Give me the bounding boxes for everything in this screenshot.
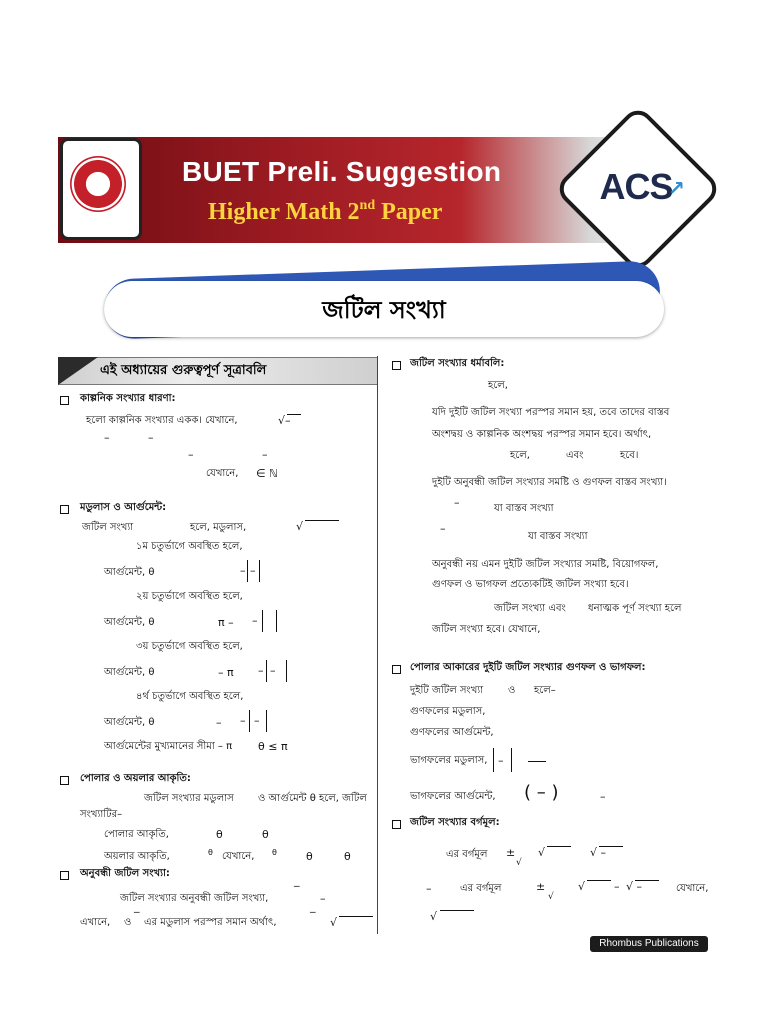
theta-superscript: θ xyxy=(208,848,213,857)
minus-sign: – xyxy=(104,431,110,444)
abs-bar xyxy=(511,748,512,772)
subtitle-superscript: nd xyxy=(359,198,376,213)
properties-line-10b: ধনাত্মক পূর্ণ সংখ্যা হলে xyxy=(588,603,682,614)
theta-superscript: θ xyxy=(272,848,277,857)
sqrt-bar xyxy=(635,880,659,881)
polar-ops-line-1b: ও xyxy=(508,685,516,696)
minus-sign: – xyxy=(252,614,258,627)
sqrt-bar xyxy=(287,414,301,415)
checkbox-bullet-icon xyxy=(392,665,401,674)
minus-sign: – xyxy=(320,892,326,905)
properties-line-6: যা বাস্তব সংখ্যা xyxy=(494,503,554,514)
sqrt-line-2: এর বর্গমূল xyxy=(460,883,502,894)
polar-line-2: সংখ্যাটির– xyxy=(80,809,123,820)
abs-bar xyxy=(266,660,267,682)
theta-symbol: θ xyxy=(306,850,313,863)
minus-sign: – xyxy=(440,522,446,535)
minus-sign: – xyxy=(498,754,504,767)
properties-line-4c: হবে। xyxy=(620,450,639,461)
properties-line-3: অংশদ্বয় ও কাল্পনিক অংশদ্বয় পরস্পর সমান হবে। অর্থাৎ, xyxy=(432,429,652,440)
polar-line-1: জটিল সংখ্যার মডুলাস xyxy=(144,793,234,804)
subtitle-main: Higher Math 2 xyxy=(208,199,360,225)
natural-set-symbol: ∈ ℕ xyxy=(256,467,278,480)
principal-range-text: আর্গুমেন্টের মুখ্যমানের সীমা – π xyxy=(104,741,233,752)
quadrant-4-text: ৪র্থ চতুর্ভাগে অবস্থিত হলে, xyxy=(136,691,244,702)
checkbox-bullet-icon xyxy=(392,361,401,370)
minus-sign: – xyxy=(600,790,606,803)
euler-form-label: অয়লার আকৃতি, xyxy=(104,851,170,862)
plus-minus-sign: ± xyxy=(506,846,516,859)
polar-ops-heading: পোলার আকারের দুইটি জটিল সংখ্যার গুণফল ও ভাগফল: xyxy=(410,662,646,673)
sqrt-icon: √ xyxy=(548,892,554,902)
properties-line-11: জটিল সংখ্যা হবে। যেখানে, xyxy=(432,624,541,635)
overbar-sign: ‾ xyxy=(294,884,300,897)
quadrant-4-expression: – xyxy=(216,716,222,729)
conjugate-line-2c: এর মডুলাস পরস্পর সমান অর্থাৎ, xyxy=(144,917,277,928)
polar-ops-line-1a: দুইটি জটিল সংখ্যা xyxy=(410,685,484,696)
sqrt-icon: √ xyxy=(330,916,338,929)
column-divider xyxy=(377,356,378,934)
checkbox-bullet-icon xyxy=(60,505,69,514)
properties-heading: জটিল সংখ্যার ধর্মাবলি: xyxy=(410,358,505,369)
sqrt-icon: √ xyxy=(538,846,546,859)
sqrt-line-1: এর বর্গমূল xyxy=(446,849,488,860)
sqrt-icon: √ – xyxy=(590,846,607,859)
minus-sign: – xyxy=(240,714,246,727)
abs-bar xyxy=(276,610,277,632)
sqrt-icon: √ xyxy=(296,520,304,533)
properties-line-8: অনুবন্ধী নয় এমন দুইটি জটিল সংখ্যার সমষ্টি, বিয়োগফল, xyxy=(432,559,659,570)
imaginary-line: হলো কাল্পনিক সংখ্যার একক। যেখানে, xyxy=(86,415,238,426)
minus-sign: – xyxy=(614,880,620,893)
minus-sign: – xyxy=(240,564,246,577)
polar-ops-line-1c: হলে– xyxy=(534,685,556,696)
fraction-bar xyxy=(528,761,546,762)
publisher-badge: Rhombus Publications xyxy=(590,936,708,952)
conjugate-line-1: জটিল সংখ্যার অনুবন্ধী জটিল সংখ্যা, xyxy=(120,893,269,904)
conjugate-heading: অনুবন্ধী জটিল সংখ্যা: xyxy=(80,868,170,879)
argument-label: আর্গুমেন্ট, θ xyxy=(104,717,155,728)
modulus-line-b: হলে, মডুলাস, xyxy=(190,522,247,533)
abs-bar xyxy=(247,560,248,582)
principal-range-tail: θ ≤ π xyxy=(258,740,288,753)
brand-logo: ACS xyxy=(599,166,673,207)
abs-bar xyxy=(493,748,494,772)
subtitle-tail: Paper xyxy=(375,199,443,225)
modulus-line-a: জটিল সংখ্যা xyxy=(82,522,134,533)
trending-up-arrow-icon: ↗ xyxy=(668,176,685,200)
checkbox-bullet-icon xyxy=(60,776,69,785)
polar-line-1b: ও আর্গুমেন্ট θ হলে, জটিল xyxy=(258,793,367,804)
abs-bar xyxy=(262,610,263,632)
sqrt-icon: √ xyxy=(578,880,586,893)
checkbox-bullet-icon xyxy=(60,396,69,405)
banner-title: BUET Preli. Suggestion xyxy=(182,156,502,187)
argument-label: আর্গুমেন্ট, θ xyxy=(104,567,155,578)
overbar-sign: ‾ xyxy=(134,910,140,923)
minus-sign: – xyxy=(250,564,256,577)
quadrant-2-text: ২য় চতুর্ভাগে অবস্থিত হলে, xyxy=(136,591,243,602)
properties-line-10a: জটিল সংখ্যা এবং xyxy=(494,603,566,614)
polar-heading: পোলার ও অয়লার আকৃতি: xyxy=(80,773,191,784)
banner-subtitle xyxy=(208,198,442,226)
properties-line-7: যা বাস্তব সংখ্যা xyxy=(528,531,588,542)
minus-sign: – xyxy=(454,496,460,509)
sqrt-bar xyxy=(440,910,474,911)
checkbox-bullet-icon xyxy=(392,820,401,829)
quadrant-1-text: ১ম চতুর্ভাগে অবস্থিত হলে, xyxy=(136,541,243,552)
chapter-title: জটিল সংখ্যা xyxy=(322,296,446,324)
abs-bar xyxy=(259,560,260,582)
where-text: যেখানে, xyxy=(206,468,239,479)
abs-bar xyxy=(249,710,250,732)
bracket-expression: ( – ) xyxy=(524,782,559,803)
minus-sign: – xyxy=(426,882,432,895)
quadrant-2-expression: π – xyxy=(218,616,234,629)
conjugate-line-2b: ও xyxy=(124,917,132,928)
institution-seal-icon xyxy=(70,156,126,212)
overbar-sign: ‾ xyxy=(310,910,316,923)
theta-symbol: θ xyxy=(216,828,223,841)
conjugate-line-2a: এখানে, xyxy=(80,917,111,928)
sqrt-bar xyxy=(599,846,623,847)
sqrt-where: যেখানে, xyxy=(676,883,709,894)
sqrt-bar xyxy=(339,916,373,917)
div-mod-label: ভাগফলের মডুলাস, xyxy=(410,755,488,766)
quadrant-3-text: ৩য় চতুর্ভাগে অবস্থিত হলে, xyxy=(136,641,243,652)
theta-symbol: θ xyxy=(344,850,351,863)
properties-line-5: দুইটি অনুবন্ধী জটিল সংখ্যার সমষ্টি ও গুণফল বাস্তব সংখ্যা। xyxy=(432,477,667,488)
checkbox-bullet-icon xyxy=(60,871,69,880)
argument-label: আর্গুমেন্ট, θ xyxy=(104,667,155,678)
sqrt-icon: √– xyxy=(278,414,291,427)
minus-sign: – xyxy=(262,448,268,461)
properties-line-4a: হলে, xyxy=(510,450,530,461)
modulus-heading: মডুলাস ও আর্গুমেন্ট: xyxy=(80,502,167,513)
quadrant-3-expression: – π xyxy=(218,666,234,679)
sqrt-bar xyxy=(587,880,611,881)
minus-sign: – xyxy=(148,431,154,444)
sqrt-heading: জটিল সংখ্যার বর্গমূল: xyxy=(410,817,500,828)
div-arg-label: ভাগফলের আর্গুমেন্ট, xyxy=(410,791,496,802)
sqrt-icon: √ xyxy=(516,858,522,868)
abs-bar xyxy=(286,660,287,682)
argument-label: আর্গুমেন্ট, θ xyxy=(104,617,155,628)
section-header-corner xyxy=(58,357,98,385)
section-header-text: এই অধ্যায়ের গুরুত্বপূর্ণ সূত্রাবলি xyxy=(100,363,267,378)
plus-minus-sign: ± xyxy=(536,880,546,893)
properties-line-9: গুণফল ও ভাগফল প্রত্যেকটিই জটিল সংখ্যা হবে। xyxy=(432,579,629,590)
euler-where: যেখানে, xyxy=(222,851,255,862)
minus-sign: – xyxy=(254,714,260,727)
sqrt-bar xyxy=(305,520,339,521)
polar-form-label: পোলার আকৃতি, xyxy=(104,829,169,840)
mul-arg-label: গুণফলের আর্গুমেন্ট, xyxy=(410,727,494,738)
sqrt-icon: √ xyxy=(430,910,438,923)
theta-symbol: θ xyxy=(262,828,269,841)
sqrt-icon: √ – xyxy=(626,880,643,893)
properties-line-1: হলে, xyxy=(488,380,508,391)
minus-sign: – xyxy=(270,664,276,677)
properties-line-2: যদি দুইটি জটিল সংখ্যা পরস্পর সমান হয়, তবে তাদের বাস্তব xyxy=(432,407,670,418)
minus-sign: – xyxy=(258,664,264,677)
minus-sign: – xyxy=(188,448,194,461)
mul-mod-label: গুণফলের মডুলাস, xyxy=(410,706,486,717)
properties-line-4b: এবং xyxy=(566,450,584,461)
abs-bar xyxy=(266,710,267,732)
sqrt-bar xyxy=(547,846,571,847)
imaginary-heading: কাল্পনিক সংখ্যার ধারণা: xyxy=(80,393,176,404)
